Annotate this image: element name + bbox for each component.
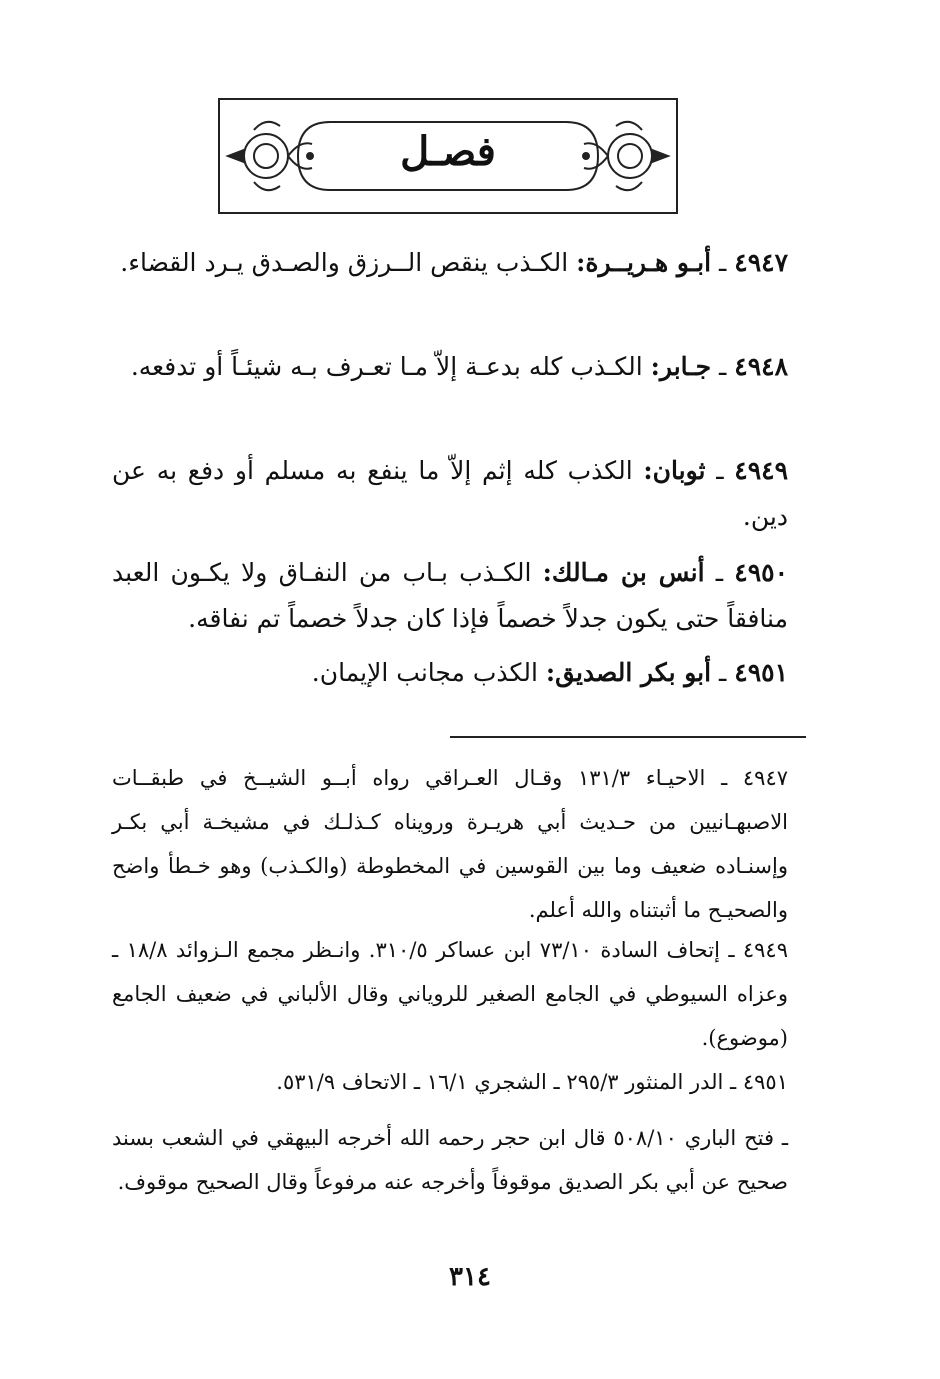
hadith-entry: ٤٩٤٩ ـ ثوبان: الكذب كله إثم إلاّ ما ينفع به مسلم أو دفع به عن دين. <box>112 456 788 531</box>
footnote: ـ فتح الباري ٥٠٨/١٠ قال ابن حجر رحمه الله أخرجه البيهقي في الشعب بسند صحيح عن أبي بكر الصديق موقوفاً وأخرجه عنه مرفوعاً وقال الصحيح موقوف. <box>112 1126 788 1194</box>
footnote: ٤٩٤٧ ـ الاحيـاء ١٣١/٣ وقـال العـراقي رواه أبــو الشيــخ في طبقــات الاصبهـانيين من حـديث أبي هريـرة ورويناه كـذلـك في مشيخـة أبي بكـر وإسنـاده ضعيف وما بين القوسين في المخطوطة (والكـذب) وهو خـطأ واضح والصحيـح ما أثبتناه والله أعلم. <box>112 766 789 922</box>
entry-number: ٤٩٤٨ <box>734 352 788 381</box>
footnote: ٤٩٥١ ـ الدر المنثور ٢٩٥/٣ ـ الشجري ١٦/١ ـ الاتحاف ٥٣١/٩. <box>276 1070 788 1094</box>
entry-narrator: أبو بكر الصديق: <box>545 658 712 687</box>
footnote: ٤٩٤٩ ـ إتحاف السادة ٧٣/١٠ ابن عساكر ٣١٠/٥. وانـظر مجمع الـزوائد ١٨/٨ ـ وعزاه السيوطي في الجامع الصغير للروياني وقال الألباني في ضعيف الجامع (موضوع). <box>112 938 788 1050</box>
hadith-entry: ٤٩٤٧ ـ أبـو هـريــرة: الكـذب ينقص الــرزق والصـدق يـرد القضاء. <box>120 248 788 277</box>
hadith-entry: ٤٩٥١ ـ أبو بكر الصديق: الكذب مجانب الإيمان. <box>311 658 788 687</box>
entry-text: الكـذب كله بدعـة إلاّ مـا تعـرف بـه شيئـاً أو تدفعه. <box>130 352 643 381</box>
entry-number: ٤٩٤٩ <box>734 456 788 485</box>
entry-text: الكذب كله إثم إلاّ ما ينفع به مسلم أو دفع به عن دين. <box>112 456 788 531</box>
entry-number: ٤٩٤٧ <box>734 248 788 277</box>
footnote-divider <box>450 736 806 738</box>
entry-number: ٤٩٥٠ <box>734 558 789 587</box>
hadith-entry: ٤٩٥٠ ـ أنس بن مـالك: الكـذب بـاب من النفـاق ولا يكـون العبد منافقاً حتى يكون جدلاً خصماً فإذا كان جدلاً خصماً تم نفاقه. <box>112 558 789 633</box>
entry-text: الكذب مجانب الإيمان. <box>311 658 538 687</box>
entry-narrator: جـابر: <box>650 352 712 381</box>
entry-text: الكـذب بـاب من النفـاق ولا يكـون العبد منافقاً حتى يكون جدلاً خصماً فإذا كان جدلاً خصماً تم نفاقه. <box>112 558 788 633</box>
entry-narrator: أبـو هـريــرة: <box>576 248 712 277</box>
entry-number: ٤٩٥١ <box>734 658 788 687</box>
page-number: ٣١٤ <box>449 1262 491 1292</box>
chapter-header-frame <box>218 98 678 214</box>
entry-text: الكـذب ينقص الــرزق والصـدق يـرد القضاء. <box>120 248 569 277</box>
entry-narrator: ثوبان: <box>643 456 706 485</box>
entry-narrator: أنس بن مـالك: <box>542 558 705 587</box>
hadith-entry: ٤٩٤٨ ـ جـابر: الكـذب كله بدعـة إلاّ مـا تعـرف بـه شيئـاً أو تدفعه. <box>130 352 788 381</box>
chapter-title: فصـل <box>400 128 496 175</box>
